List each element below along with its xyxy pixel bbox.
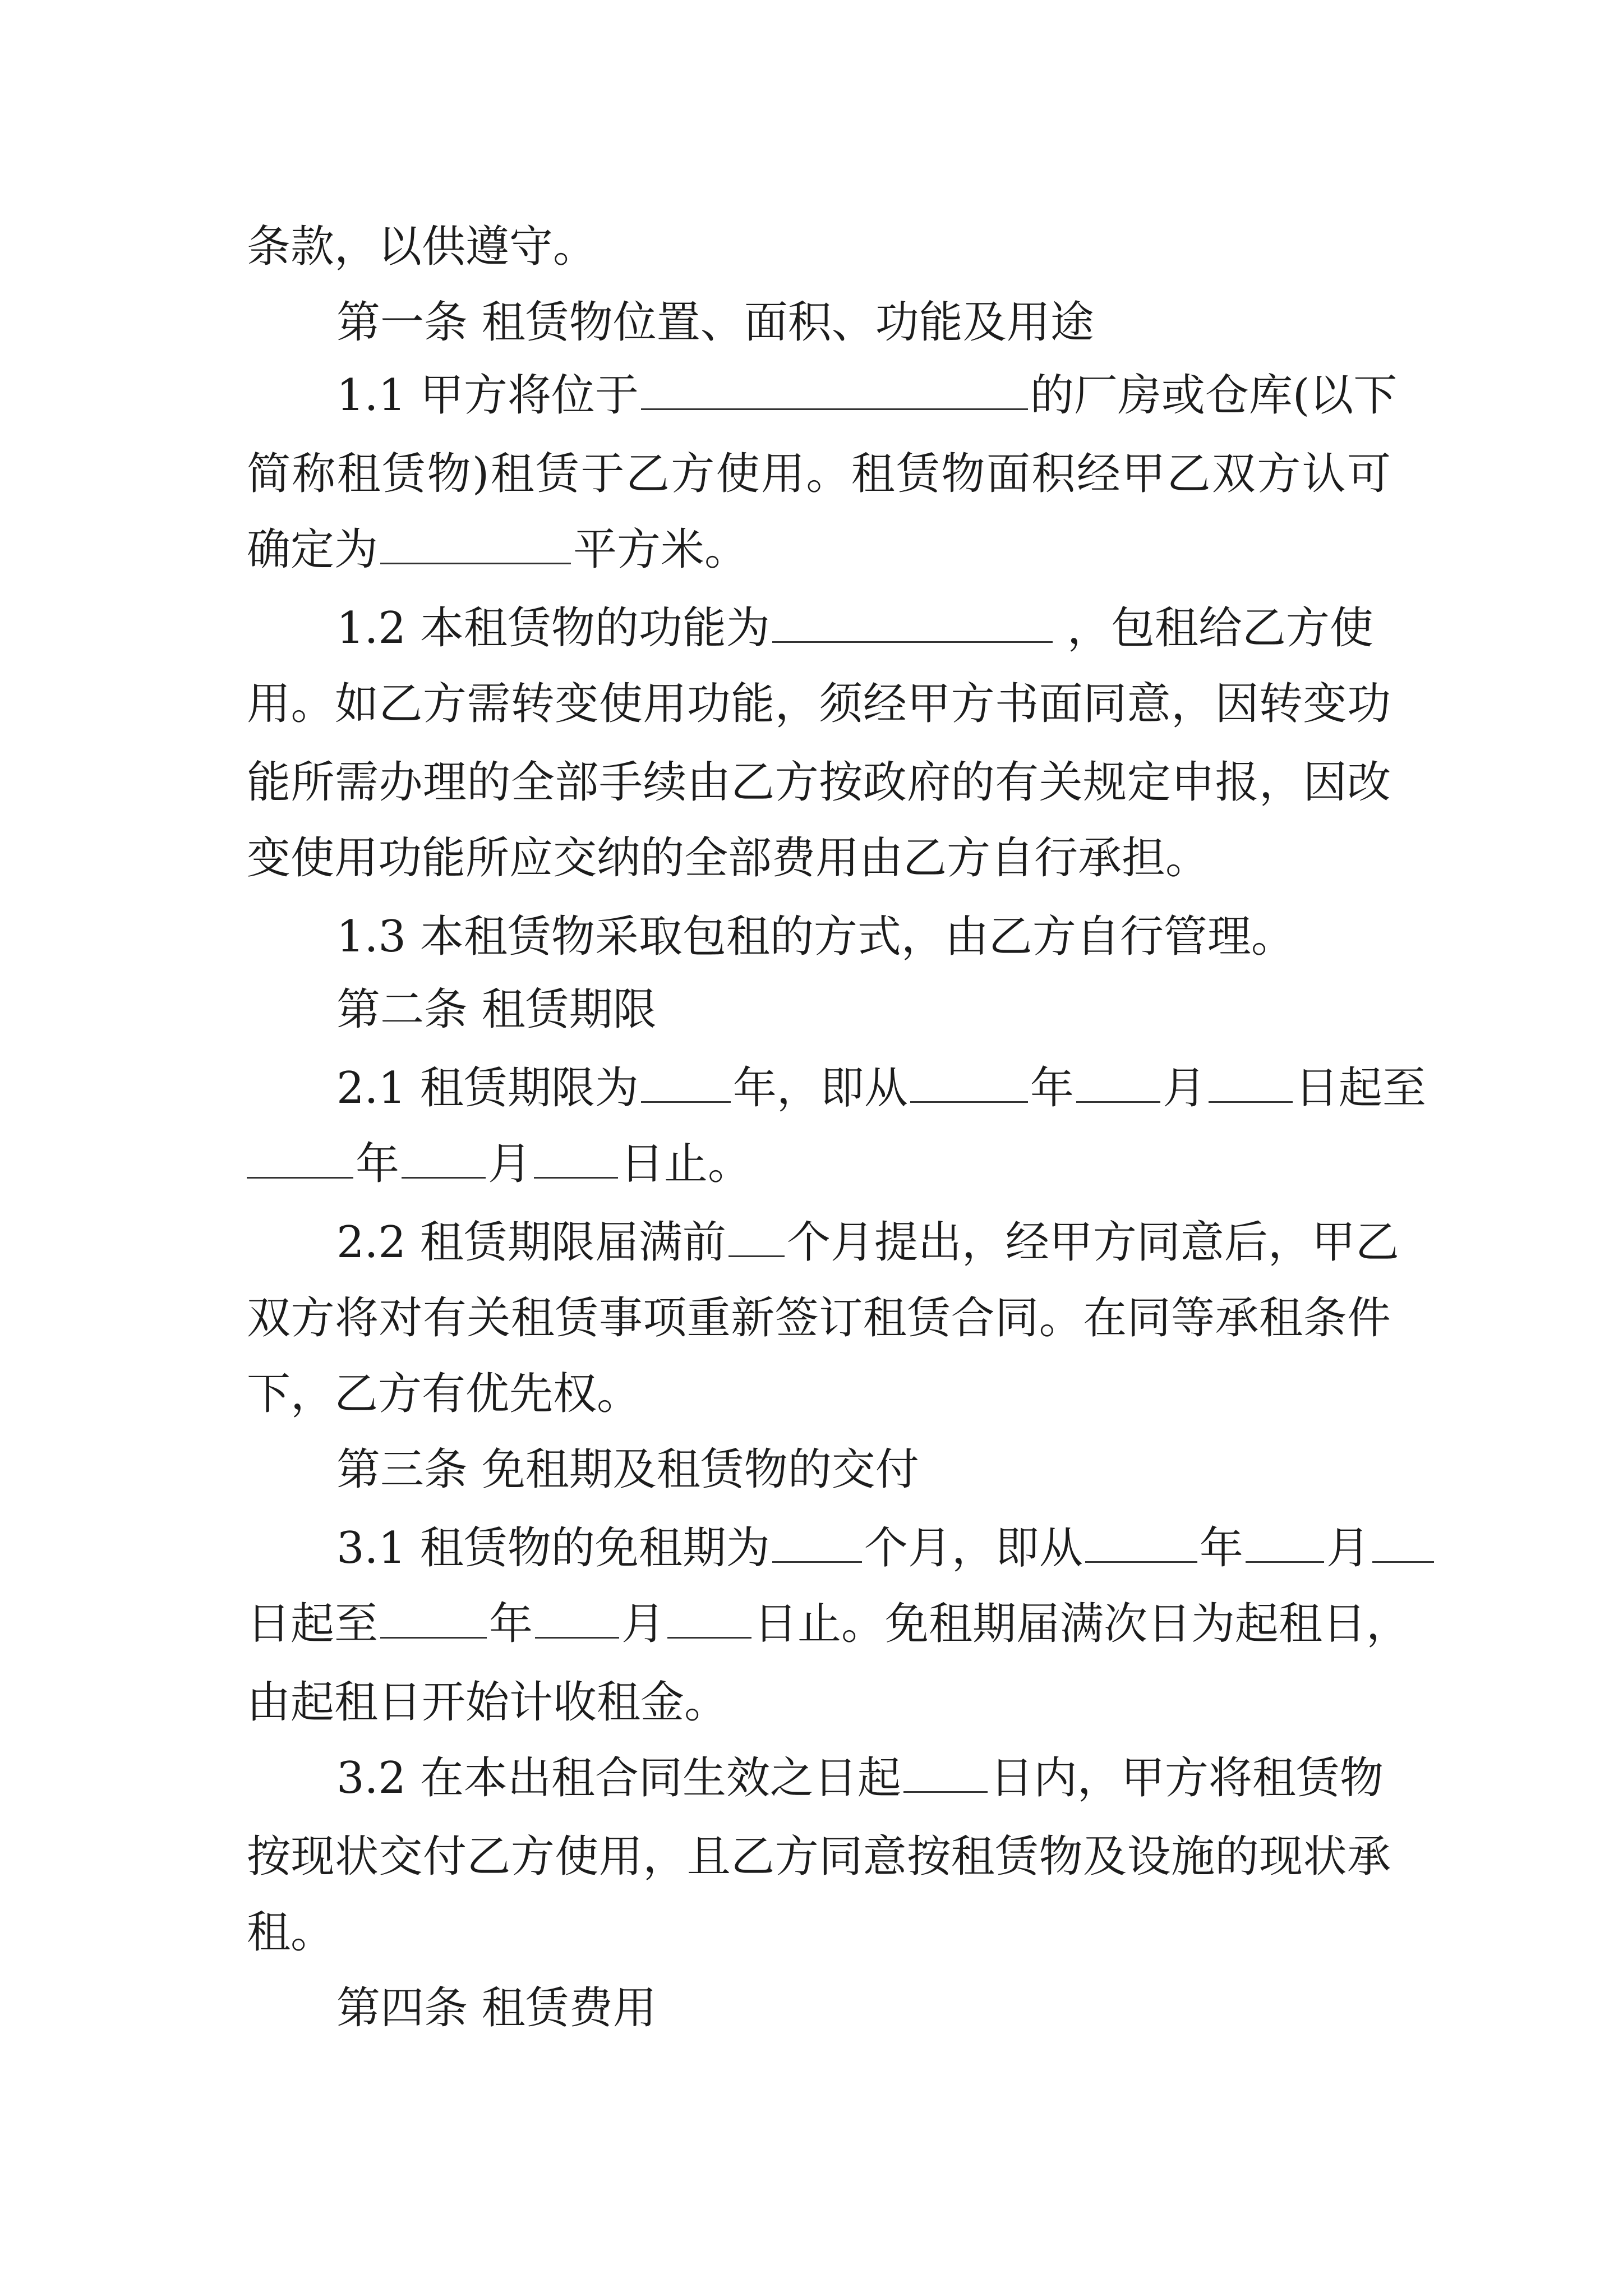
text-line: 确定为 平方米。	[247, 524, 749, 575]
fill-blank	[535, 1599, 619, 1639]
text-line: 下，乙方有优先权。	[247, 1369, 641, 1419]
fill-blank	[402, 1139, 486, 1179]
clause-3-2: 3.2 在本出租合同生效之日起 日内，甲方将租赁物	[336, 1753, 1384, 1803]
clause-2-2: 2.2 租赁期限届满前 个月提出，经甲方同意后，甲乙	[336, 1217, 1399, 1268]
fill-blank	[641, 1063, 731, 1103]
fill-blank	[1372, 1523, 1434, 1563]
clause-1-3: 1.3 本租赁物采取包租的方式，由乙方自行管理。	[336, 912, 1295, 962]
fill-blank	[380, 1599, 487, 1639]
article-4-title: 第四条 租赁费用	[336, 1983, 657, 2033]
fill-blank	[1076, 1063, 1160, 1103]
fill-blank	[380, 524, 571, 564]
fill-blank	[772, 1523, 862, 1563]
text-line: 租。	[247, 1907, 335, 1958]
fill-blank	[772, 603, 1053, 643]
clause-1-2: 1.2 本租赁物的功能为 ，包租给乙方使	[336, 603, 1373, 654]
text-line: 变使用功能所应交纳的全部费用由乙方自行承担。	[247, 833, 1210, 884]
clause-2-1: 2.1 租赁期限为 年，即从 年 月 日起至	[336, 1063, 1426, 1114]
fill-blank	[903, 1753, 988, 1793]
text-line: 按现状交付乙方使用，且乙方同意按租赁物及设施的现状承	[247, 1832, 1391, 1882]
clause-1-1: 1.1 甲方将位于 的厂房或仓库(以下	[336, 370, 1398, 421]
fill-blank	[1246, 1523, 1324, 1563]
text-line: 简称租赁物)租赁于乙方使用。租赁物面积经甲乙双方认可	[247, 449, 1391, 499]
fill-blank	[1209, 1063, 1293, 1103]
fill-blank	[910, 1063, 1028, 1103]
article-1-title: 第一条 租赁物位置、面积、功能及用途	[336, 297, 1094, 348]
text-line: 双方将对有关租赁事项重新签订租赁合同。在同等承租条件	[247, 1293, 1391, 1343]
article-2-title: 第二条 租赁期限	[336, 984, 657, 1035]
fill-blank	[534, 1139, 618, 1179]
fill-blank	[1085, 1523, 1197, 1563]
text-line: 用。如乙方需转变使用功能，须经甲方书面同意，因转变功	[247, 679, 1391, 729]
fill-blank	[728, 1217, 785, 1257]
fill-blank	[247, 1139, 353, 1179]
clause-3-1: 3.1 租赁物的免租期为 个月，即从 年 月	[336, 1520, 1436, 1576]
text-line: 条款，以供遵守。	[247, 222, 597, 272]
text-line: 年 月 日止。	[247, 1136, 751, 1192]
text-line: 日起至 年 月 日止。免租期届满次日为起租日，	[247, 1599, 1410, 1649]
fill-blank	[667, 1599, 751, 1639]
text-line: 由起租日开始计收租金。	[247, 1677, 728, 1728]
text-line: 能所需办理的全部手续由乙方按政府的有关规定申报，因改	[247, 757, 1391, 808]
fill-blank	[641, 370, 1028, 410]
article-3-title: 第三条 免租期及租赁物的交付	[336, 1444, 919, 1495]
